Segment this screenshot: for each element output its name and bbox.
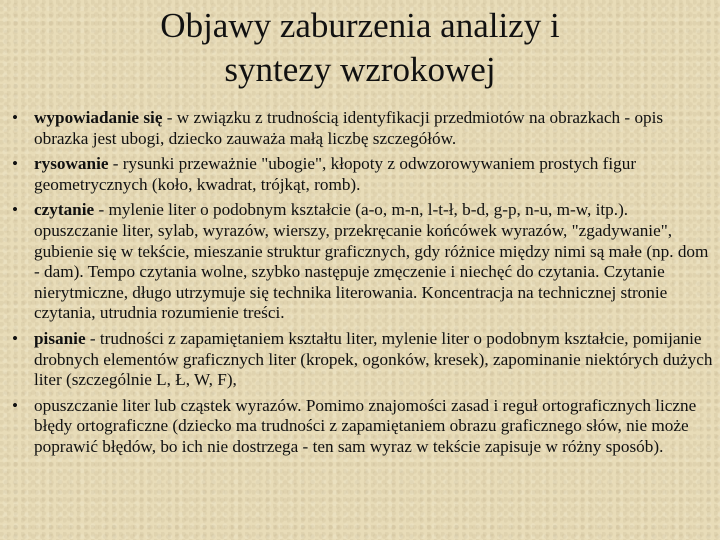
bullet-text: - w związku z trudnością identyfikacji przedmiotów na obrazkach - opis obrazka jest ubogi, dziecko zauważa małą liczbę szczegółów. (34, 108, 664, 148)
slide-title-line-2: syntezy wzrokowej (224, 50, 496, 89)
bullet-dot-icon: • (11, 395, 19, 415)
bullet-term: wypowiadanie się (34, 108, 163, 127)
bullet-item-writing (8, 329, 714, 391)
bullet-text: - mylenie liter o podobnym kształcie (a-o, m-n, l-t-ł, b-d, g-p, n-u, m-w, itp.). opuszczanie liter, sylab, wyrazów, wierszy, przekręcanie końcówek wyrazów, "zgadywanie", gubienie się w tekście, mieszanie struktur graficznych, gdy różnice między nimi są małe (np. dom - dam). Tempo czytania wolne, szybko następuje zmęczenie i niechęć do czytania. Czytanie nierytmiczne, długo utrzymuje się technika literowania. Koncentracja na technicznej stronie czytania, utrudnia rozumienie treści. (34, 200, 709, 323)
bullet-item-speaking (8, 108, 714, 149)
bullet-term: czytanie (34, 200, 95, 220)
bullet-dot-icon: • (11, 200, 19, 220)
bullet-dot-icon: • (11, 328, 19, 348)
bullet-list (8, 108, 714, 463)
bullet-text: - rysunki przeważnie "ubogie", kłopoty z odwzorowywaniem prostych figur geometrycznych (koło, kwadrat, trójkąt, romb). (34, 154, 637, 194)
slide-title (60, 4, 660, 92)
slide-title-line-1: Objawy zaburzenia analizy i (160, 6, 560, 45)
bullet-dot-icon: • (11, 154, 19, 174)
bullet-item-drawing (8, 154, 714, 195)
bullet-text: opuszczanie liter lub cząstek wyrazów. Pomimo znajomości zasad i reguł ortograficznych liczne błędy ortograficzne (dziecko ma trudności z zapamiętaniem obrazu graficznego słów, nie może poprawić błędów, bo ich nie dostrzega - ten sam wyraz w tekście zapisuje w różny sposób). (34, 395, 697, 456)
bullet-term: rysowanie (34, 154, 109, 174)
bullet-text: - trudności z zapamiętaniem kształtu liter, mylenie liter o podobnym kształcie, pomijanie drobnych elementów graficznych liter (kropek, ogonków, kresek), zapominanie niektórych dużych liter (szczególnie L, Ł, W, F), (34, 328, 713, 390)
bullet-item-reading (8, 200, 714, 324)
bullet-term: pisanie (34, 328, 86, 348)
bullet-item-omissions (8, 396, 714, 458)
bullet-dot-icon: • (11, 108, 19, 127)
